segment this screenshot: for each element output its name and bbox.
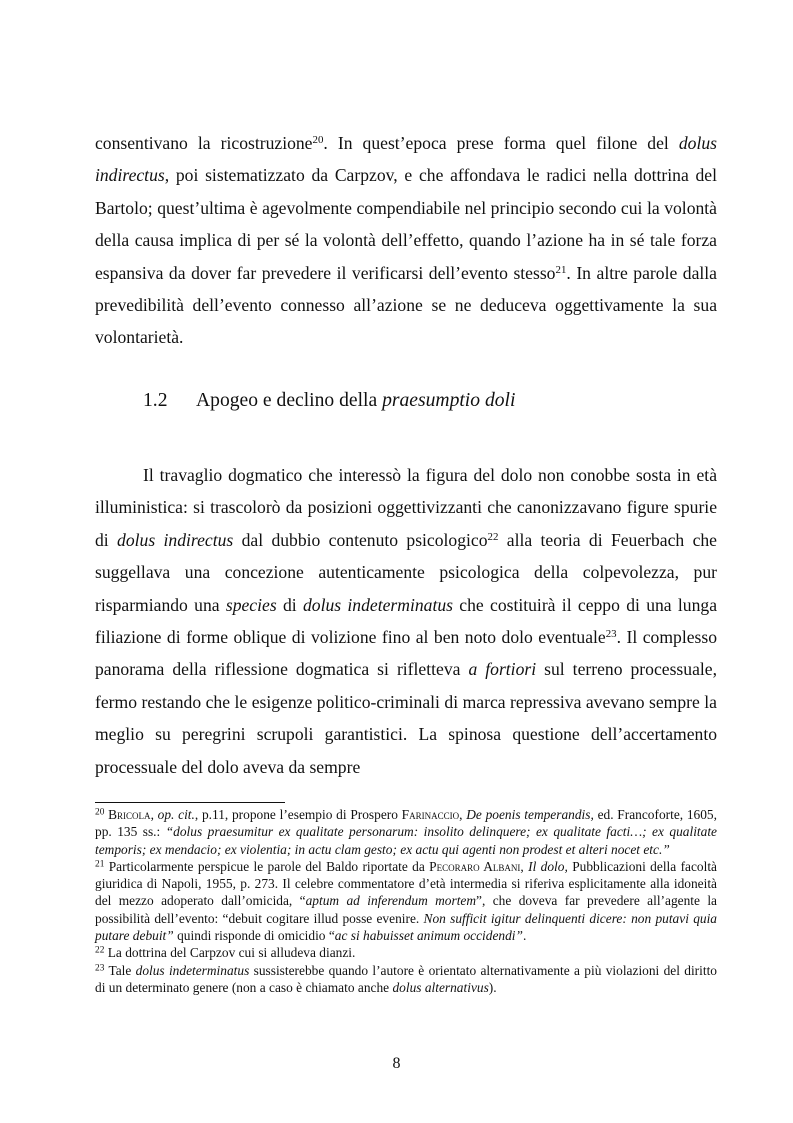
italic-term: dolus indeterminatus xyxy=(302,594,453,615)
body-paragraph-2 xyxy=(95,459,717,783)
footnote-23 xyxy=(95,962,717,997)
latin-quote: aptum ad inferendum mortem xyxy=(305,893,477,909)
section-title-italic: praesumptio doli xyxy=(382,390,516,411)
text-segment: Il travaglio dogmatico che interessò la figura del dolo non conobbe sosta in età illuministica: si trascolorò da posizioni oggettivizzanti che canonizzavano figure spurie di xyxy=(95,465,717,550)
text-segment: . In altre parole dalla prevedibilità dell’evento connesso all’azione se ne deduceva oggettivamente la sua volontarietà. xyxy=(95,262,717,348)
text-segment: Tale xyxy=(104,962,136,978)
latin-quote: ac si habuisset animum occidendi” xyxy=(334,928,523,944)
footnote-22 xyxy=(95,944,717,961)
footnote-number: 21 xyxy=(95,859,105,870)
text-segment: . xyxy=(522,928,527,944)
text-segment: quindi risponde di omicidio “ xyxy=(173,928,335,944)
section-title: Apogeo e declino della xyxy=(196,390,383,411)
text-segment: di xyxy=(276,594,303,615)
author-name: Bricola xyxy=(108,807,151,822)
author-name: Pecoraro Albani xyxy=(429,858,521,874)
italic-term: dolus indirectus xyxy=(95,133,717,186)
text-segment: , xyxy=(520,858,529,874)
text-segment: sul terreno processuale, fermo restando che le esigenze politico-criminali di marca repressiva avevano sempre la meglio su peregrini scrupoli garantistici. La spinosa questione dell’accertamento processuale del dolo aveva da sempre xyxy=(95,659,717,777)
section-number: 1.2 xyxy=(143,390,168,411)
footnote-separator xyxy=(95,802,285,803)
italic-term: op. cit. xyxy=(157,807,195,822)
text-segment: ”, che doveva far prevedere all’agente la possibilità dell’evento: “debuit cogitare illud posse evenire. xyxy=(95,893,717,926)
text-segment: alla teoria di Feuerbach che suggellava una concezione autenticamente psicologica della colpevolezza, pur risparmiando una xyxy=(95,529,717,615)
text-segment: , p.11, propone l’esempio di Prospero xyxy=(194,807,402,822)
footnotes xyxy=(95,806,717,996)
footnote-number: 20 xyxy=(95,807,105,818)
text-segment: . Il complesso panorama della riflessione dogmatica si rifletteva xyxy=(95,627,718,680)
footnote-ref-20[interactable]: 20 xyxy=(312,134,324,146)
author-name: Farinaccio xyxy=(401,807,460,822)
text-segment: Pubblicazioni della facoltà giuridica di Napoli, 1955, p. 273. Il celebre commentatore d’età intermedia si riferiva esplicitamente alla idoneità del mezzo adoperato dall’omicida, “ xyxy=(95,858,717,909)
footnote-21 xyxy=(95,858,717,944)
italic-term: dolus indirectus xyxy=(117,529,234,550)
italic-term: a fortiori xyxy=(468,659,537,680)
text-segment: ). xyxy=(488,979,497,995)
footnote-ref-22[interactable]: 22 xyxy=(487,530,499,543)
work-title: De poenis temperandis, xyxy=(466,807,594,822)
text-segment: ed. Francoforte, 1605, pp. 135 ss.: xyxy=(95,807,717,840)
text-segment: , poi sistematizzato da Carpzov, e che affondava le radici nella dottrina del Bartolo; quest’ultima è agevolmente compendiabile nel principio secondo cui la volontà della causa implica di per sé la volontà dell’effetto, quando l’azione ha in sé tale forza espansiva da dover far prevedere il verificarsi dell’evento stesso xyxy=(95,165,717,283)
italic-term: species xyxy=(225,594,277,615)
text-segment: . In quest’epoca prese forma quel filone del xyxy=(323,133,679,153)
text-segment: dal dubbio contenuto psicologico xyxy=(233,529,488,550)
text-segment: La dottrina del Carpzov cui si alludeva dianzi. xyxy=(104,945,356,961)
footnote-20 xyxy=(95,806,717,858)
section-heading xyxy=(143,390,515,412)
text-segment: , xyxy=(459,807,467,822)
footnote-ref-21[interactable]: 21 xyxy=(555,263,567,276)
work-title: Il dolo, xyxy=(528,858,568,874)
italic-term: dolus indeterminatus xyxy=(135,962,250,978)
text-segment: consentivano la ricostruzione xyxy=(95,133,313,153)
text-segment: , xyxy=(150,807,158,822)
italic-term: dolus alternativus xyxy=(392,979,489,995)
text-segment: Particolarmente perspicue le parole del Baldo riportate da xyxy=(104,858,430,874)
latin-quote: Non sufficit igitur delinquenti dicere: non putavi quia putare debuit” xyxy=(95,910,717,944)
latin-quote: “dolus praesumitur ex qualitate personarum: insolito delinquere; ex qualitate facti…; ex qualitate temporis; ex mendacio; ex violentia; in actu clam gesto; ex actu qui agenti non prodest et alteri nocet etc.” xyxy=(95,824,717,857)
text-segment: sussisterebbe quando l’autore è orientato alternativamente a più violazioni del diritto di un determinato genere (non a caso è chiamato anche xyxy=(95,962,718,995)
body-paragraph-1 xyxy=(95,127,717,354)
footnote-number: 23 xyxy=(95,962,105,973)
footnote-ref-23[interactable]: 23 xyxy=(605,628,617,641)
footnote-number: 22 xyxy=(95,945,105,956)
page-number: 8 xyxy=(392,1055,401,1072)
text-segment: che costituirà il ceppo di una lunga filiazione di forme oblique di volizione fino al ben noto dolo eventuale xyxy=(95,594,718,648)
